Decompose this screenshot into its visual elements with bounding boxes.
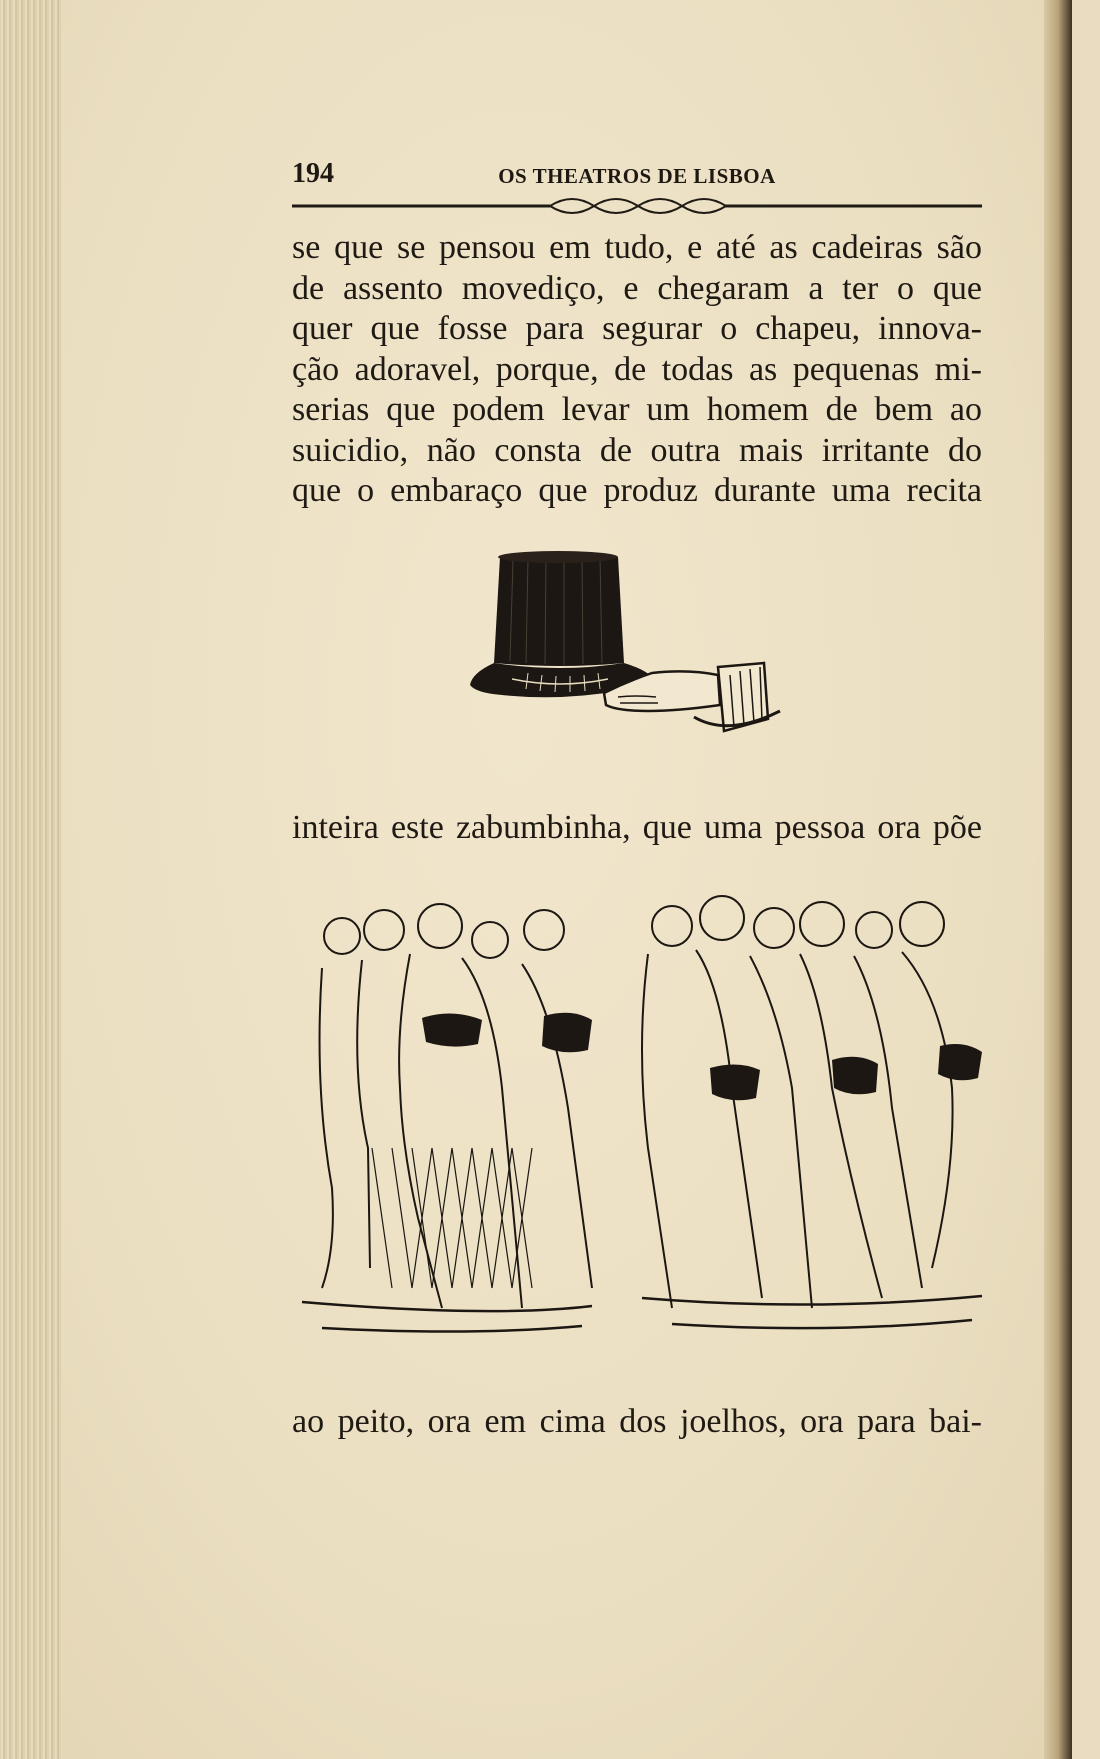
text-line: ao peito, ora em cima dos joelhos, ora para bai-: [292, 1403, 982, 1440]
text-line: se que se pensou em tudo, e até as cadeiras são: [292, 229, 982, 266]
theatre-audience-illustration: [292, 888, 987, 1348]
text-line: que o embaraço que produz durante uma recita: [292, 472, 982, 509]
text-line: ção adoravel, porque, de todas as pequenas mi-: [292, 350, 982, 388]
text-line: de assento movediço, e chegaram a ter o que: [292, 269, 982, 307]
running-title: OS THEATROS DE LISBOA: [498, 164, 776, 188]
paragraph-block-2: [292, 808, 982, 849]
text-line: suicidio, não consta de outra mais irritante do: [292, 431, 982, 469]
ornamental-rule: [292, 194, 982, 222]
paragraph-block-3: [292, 1402, 982, 1443]
page-stack-edge: [0, 0, 63, 1759]
book-gutter: [1044, 0, 1072, 1759]
running-head: [292, 158, 982, 188]
page-number: 194: [292, 158, 334, 189]
text-line: serias que podem levar um homem de bem ao: [292, 391, 982, 428]
text-line: inteira este zabumbinha, que uma pessoa ora põe: [292, 809, 982, 846]
hand-holding-top-hat-illustration: [468, 545, 808, 773]
paragraph-block-1: [292, 228, 982, 512]
text-line: quer que fosse para segurar o chapeu, innova-: [292, 310, 982, 347]
